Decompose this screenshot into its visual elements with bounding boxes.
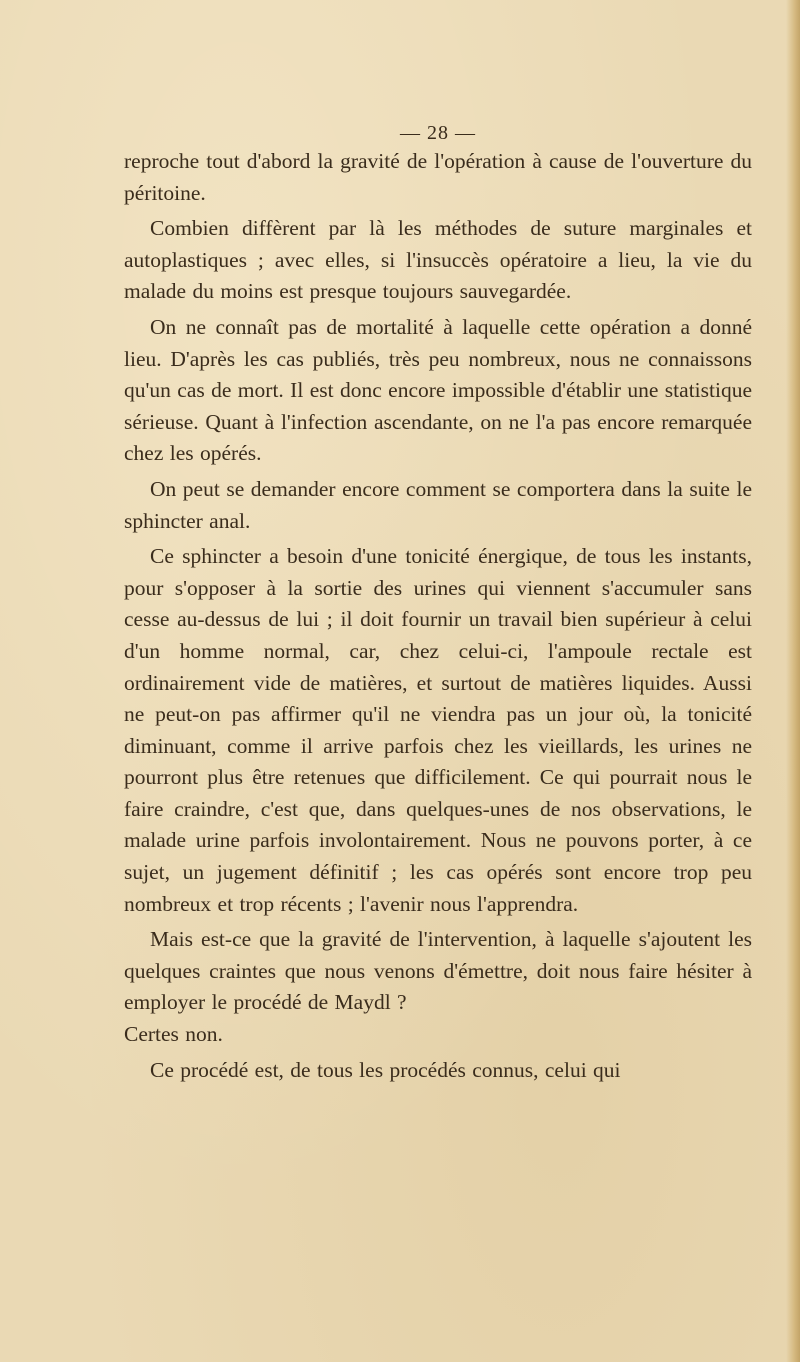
paragraph-1: reproche tout d'abord la gravité de l'opération à cause de l'ouverture du péritoine. [124, 149, 752, 205]
paragraph-6: Mais est-ce que la gravité de l'intervention, à laquelle s'ajoutent les quelques craintes que nous venons d'émettre, doit nous faire hésiter à employer le procédé de Maydl ? [124, 927, 752, 1015]
page-number: — 28 — [400, 122, 476, 144]
page-edge-shadow [786, 0, 800, 1362]
paragraph-4: On peut se demander encore comment se comportera dans la suite le sphincter anal. [124, 476, 752, 533]
paragraph-3: On ne connaît pas de mortalité à laquelle cette opération a donné lieu. D'après les cas publiés, très peu nombreux, nous ne connaissons qu'un cas de mort. Il est donc encore impossible d'établir une statistique sérieuse. Quant à l'infection ascendante, on ne l'a pas encore remarquée chez les opérés. [124, 314, 752, 466]
paragraph-8: Ce procédé est, de tous les procédés connus, celui qui [150, 1057, 621, 1082]
paragraph-7: Certes non. [124, 1022, 223, 1047]
paragraph-2: Combien diffèrent par là les méthodes de suture marginales et autoplastiques ; avec elles, si l'insuccès opératoire a lieu, la vie du malade du moins est presque toujours sauvegardée. [124, 216, 752, 304]
paragraph-5: Ce sphincter a besoin d'une tonicité énergique, de tous les instants, pour s'opposer à la sortie des urines qui viennent s'accumuler sans cesse au-dessus de lui ; il doit fournir un travail bien supérieur à celui d'un homme normal, car, chez celui-ci, l'ampoule rectale est ordinairement vide de matières, et surtout de matières liquides. Aussi ne peut-on pas affirmer qu'il ne viendra pas un jour où, la tonicité diminuant, comme il arrive parfois chez les vieillards, les urines ne pourront plus être retenues que difficilement. Ce qui pourrait nous le faire craindre, c'est que, dans quelques-unes de nos observations, le malade urine parfois involontairement. Nous ne pouvons porter, à ce sujet, un jugement définitif ; les cas opérés sont encore trop peu nombreux et trop récents ; l'avenir nous l'apprendra. [124, 544, 752, 916]
body-text [124, 146, 752, 1086]
